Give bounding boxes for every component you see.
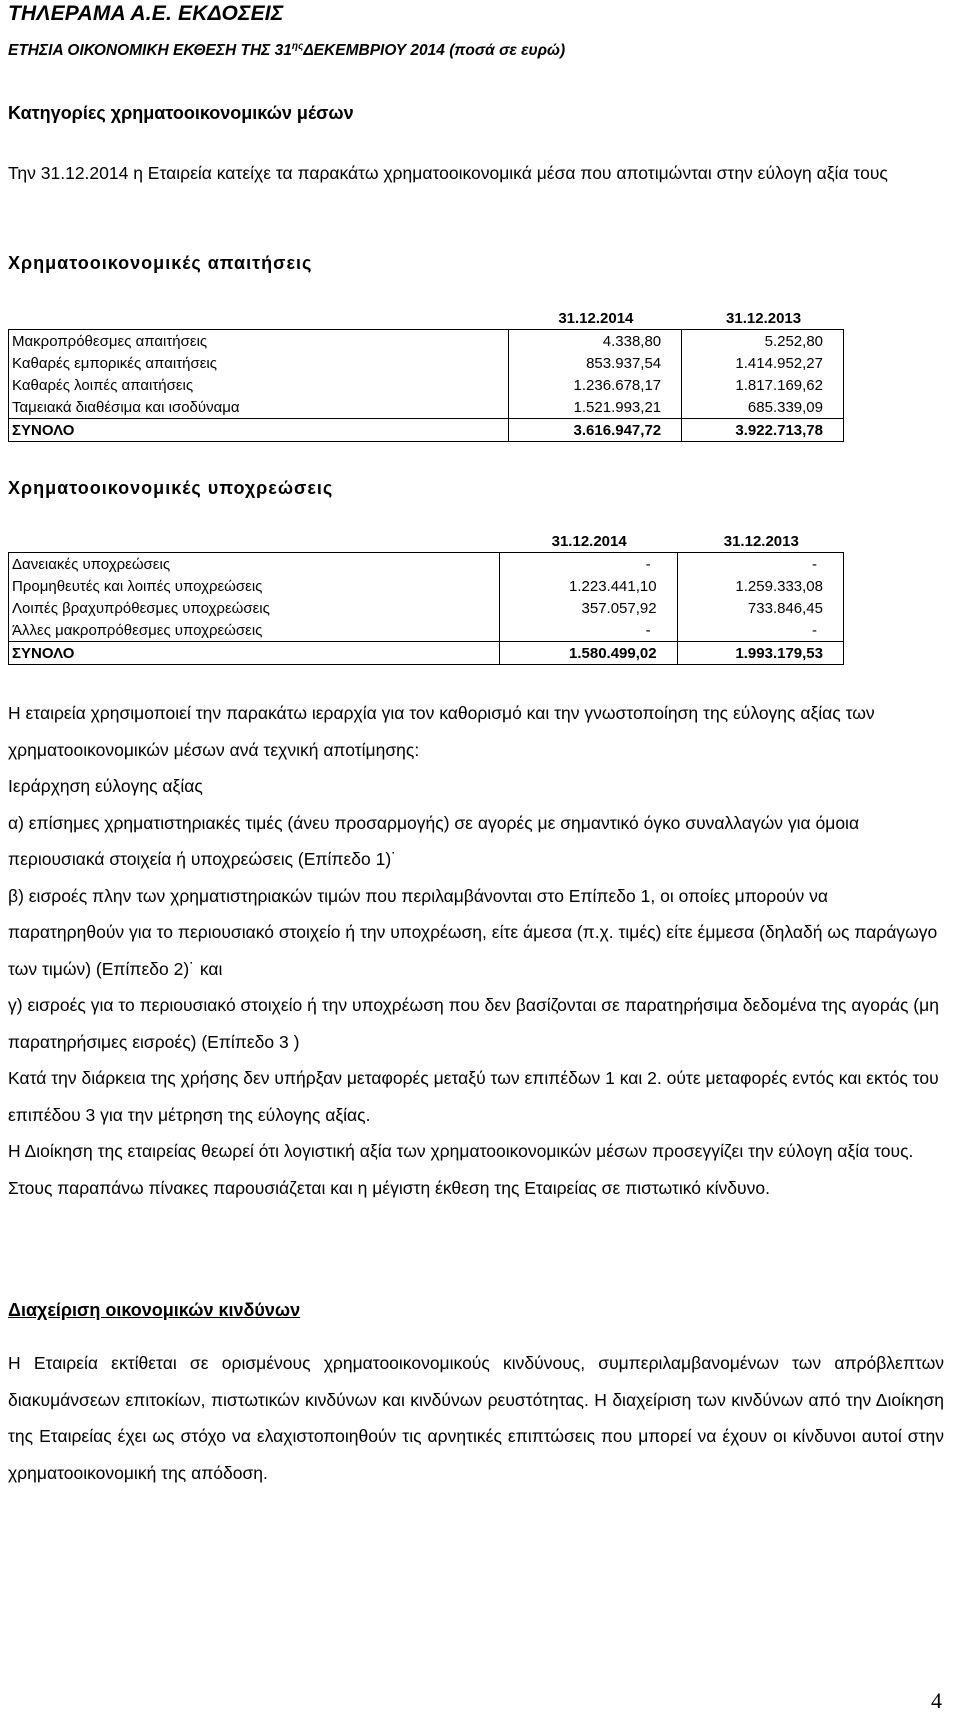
value-2013: 733.846,45 [677,597,843,619]
report-subtitle-sup: ης [291,41,304,52]
table-row [9,396,844,419]
table-row [9,619,844,642]
row-label: Καθαρές λοιπές απαιτήσεις [9,374,509,396]
paragraph: α) επίσημες χρηματιστηριακές τιμές (άνευ προσαρμογής) σε αγορές με σημαντικό όγκο συναλλαγών για όμοια περιουσιακά στοιχεία ή υποχρεώσεις (Επίπεδο 1)˙ [8,812,860,869]
row-label: Άλλες μακροπρόθεσμες υποχρεώσεις [9,619,500,642]
paragraph: β) εισροές πλην των χρηματιστηριακών τιμών που περιλαμβάνονται στο Επίπεδο 1, οι οποίες μπορούν να παρατηρηθούν για το περιουσιακό στοιχείο ή την υποχρέωση, είτε άμεσα (π.χ. τιμές) είτε έμμεσα (δηλαδή ως παράγωγο των τιμών) (Επίπεδο 2)˙ και [8,885,938,979]
table-header-row [9,530,844,553]
value-2013: - [677,553,843,576]
value-2013: 685.339,09 [682,396,844,419]
table-row [9,352,844,374]
table-row [9,330,844,353]
paragraph: Η εταιρεία χρησιμοποιεί την παρακάτω ιεραρχία για τον καθορισμό και την γνωστοποίηση της εύλογης αξίας των χρηματοοικονομικών μέσων ανά τεχνική αποτίμησης: [8,703,875,760]
column-header-2013: 31.12.2013 [723,532,799,550]
value-2013: 5.252,80 [682,330,844,353]
row-label: Μακροπρόθεσμες απαιτήσεις [9,330,509,353]
risk-section-text [8,1345,944,1491]
total-2013: 3.922.713,78 [682,419,844,442]
value-2014: - [499,619,677,642]
total-2013: 1.993.179,53 [677,642,843,665]
paragraph: Ιεράρχηση εύλογης αξίας [8,776,203,796]
total-row [9,419,844,442]
paragraph: Κατά την διάρκεια της χρήσης δεν υπήρξαν μεταφορές μεταξύ των επιπέδων 1 και 2. ούτε μεταφορές εντός και εκτός του επιπέδου 3 για την μέτρηση της εύλογης αξίας. [8,1068,939,1125]
total-2014: 3.616.947,72 [508,419,682,442]
row-label: Λοιπές βραχυπρόθεσμες υποχρεώσεις [9,597,500,619]
column-header-2013: 31.12.2013 [726,309,802,327]
paragraph: γ) εισροές για το περιουσιακό στοιχείο ή την υποχρέωση που δεν βασίζονται σε παρατηρήσιμα δεδομένα της αγοράς (μη παρατηρήσιμες εισροές) (Επίπεδο 3 ) [8,995,939,1052]
paragraph: Στους παραπάνω πίνακες παρουσιάζεται και η μέγιστη έκθεση της Εταιρείας σε πιστωτικό κίνδυνο. [8,1177,770,1198]
value-2014: 853.937,54 [508,352,682,374]
receivables-title: Χρηματοοικονομικές απαιτήσεις [8,253,313,273]
risk-section-title: Διαχείριση οικονομικών κινδύνων [8,1300,301,1320]
paragraph: Η Εταιρεία εκτίθεται σε ορισμένους χρηματοοικονομικούς κινδύνους, συμπεριλαμβανομένων των απρόβλεπτων διακυμάνσεων επιτοκίων, πιστωτικών κινδύνων και κινδύνων ρευστότητας. Η διαχείριση των κινδύνων από την Διοίκηση της Εταιρείας έχει ως στόχο να ελαχιστοποιηθούν τις αρνητικές επιπτώσεις που μπορεί να έχουν οι κίνδυνοι αυτοί στην χρηματοοικονομική της απόδοση. [8,1353,944,1483]
row-label: Δανειακές υποχρεώσεις [9,553,500,576]
value-2014: - [499,553,677,576]
category-title: Κατηγορίες χρηματοοικονομικών μέσων [8,103,354,123]
fair-value-section [8,695,944,1206]
value-2013: 1.414.952,27 [682,352,844,374]
value-2013: - [677,619,843,642]
report-subtitle-prefix: ΕΤΗΣΙΑ ΟΙΚΟΝΟΜΙΚΗ ΕΚΘΕΣΗ ΤΗΣ 31 [8,42,292,60]
value-2013: 1.259.333,08 [677,575,843,597]
total-2014: 1.580.499,02 [499,642,677,665]
total-row [9,642,844,665]
table-row [9,597,844,619]
liabilities-table [8,530,844,665]
liabilities-title: Χρηματοοικονομικές υποχρεώσεις [8,478,334,498]
total-label: ΣΥΝΟΛΟ [9,642,500,665]
value-2014: 1.223.441,10 [499,575,677,597]
receivables-table [8,307,844,442]
value-2014: 357.057,92 [499,597,677,619]
value-2014: 1.521.993,21 [508,396,682,419]
row-label: Ταμειακά διαθέσιμα και ισοδύναμα [9,396,509,419]
intro-paragraph: Την 31.12.2014 η Εταιρεία κατείχε τα παρακάτω χρηματοοικονομικά μέσα που αποτιμώνται στην εύλογη αξία τους [8,163,888,183]
table-header-row [9,307,844,330]
column-header-2014: 31.12.2014 [551,532,627,550]
column-header-2014: 31.12.2014 [558,309,634,327]
report-subtitle [8,41,565,60]
table-row [9,575,844,597]
table-row [9,553,844,576]
company-name: ΤΗΛΕΡΑΜΑ Α.Ε. ΕΚΔΟΣΕΙΣ [8,2,284,25]
row-label: Προμηθευτές και λοιπές υποχρεώσεις [9,575,500,597]
page-number: 4 [931,1688,942,1713]
report-subtitle-suffix: ΔΕΚΕΜΒΡΙΟΥ 2014 (ποσά σε ευρώ) [303,42,566,60]
value-2014: 1.236.678,17 [508,374,682,396]
total-label: ΣΥΝΟΛΟ [9,419,509,442]
paragraph: Η Διοίκηση της εταιρείας θεωρεί ότι λογιστική αξία των χρηματοοικονομικών μέσων προσεγγίζει την εύλογη αξία τους. [8,1141,914,1161]
value-2014: 4.338,80 [508,330,682,353]
row-label: Καθαρές εμπορικές απαιτήσεις [9,352,509,374]
table-row [9,374,844,396]
value-2013: 1.817.169,62 [682,374,844,396]
